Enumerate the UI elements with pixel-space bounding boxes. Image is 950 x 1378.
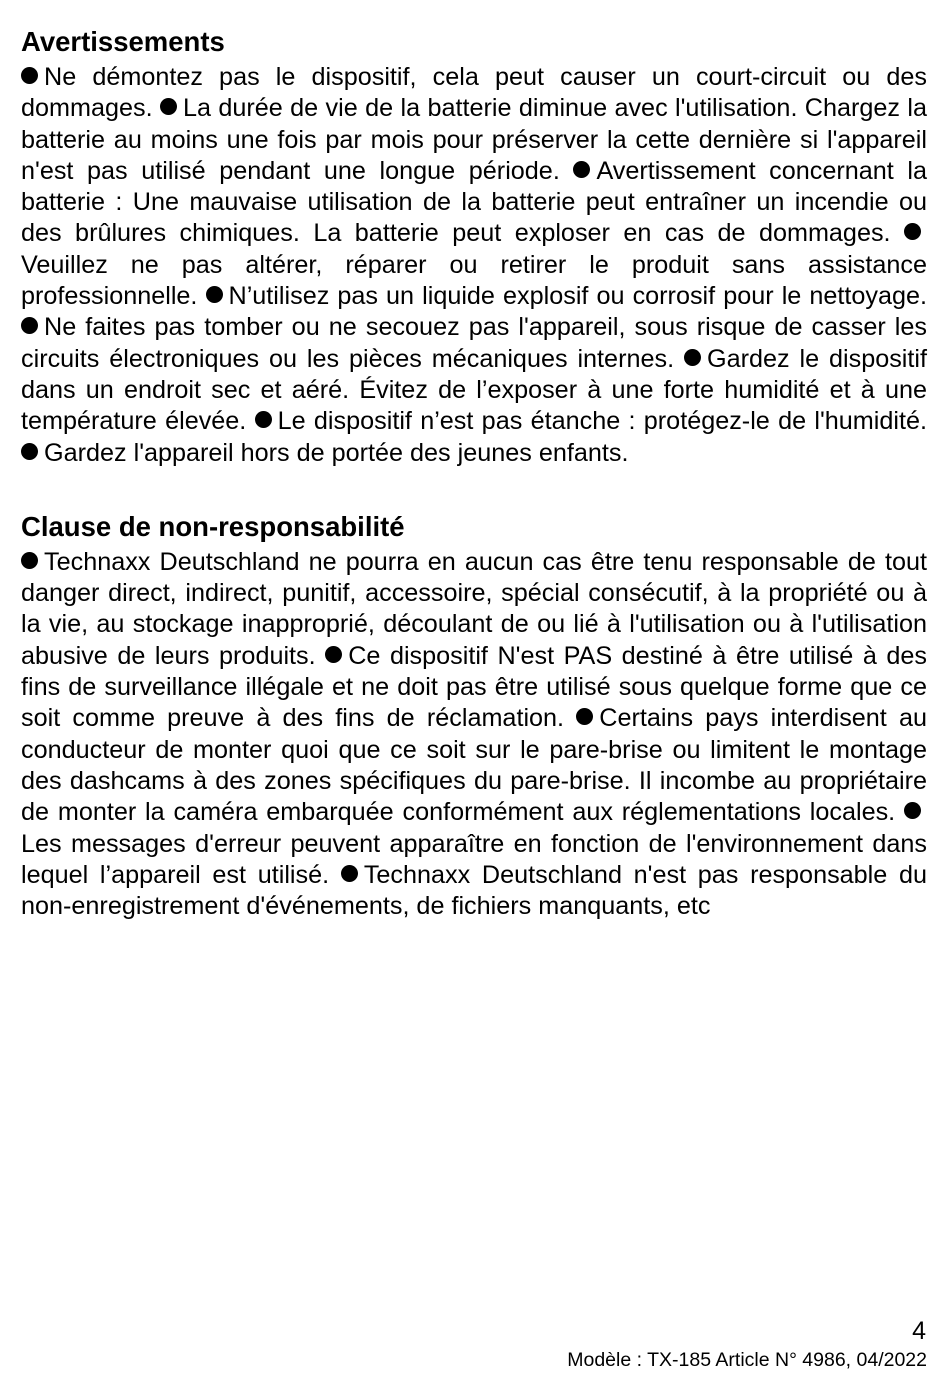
bullet-icon — [21, 552, 38, 569]
warning-text: Ne démontez pas le dispositif, cela peut causer un court-circuit ou des dommages. — [21, 63, 927, 123]
section-spacer — [21, 469, 927, 509]
bullet-icon — [206, 286, 223, 303]
disclaimer-section — [21, 509, 927, 923]
bullet-icon — [573, 161, 590, 178]
warning-text: Avertissement concernant la batterie : Une mauvaise utilisation de la batterie peut entraîner un incendie ou des brûlures chimiques. La batterie peut exploser en cas de dommages. — [21, 156, 928, 248]
bullet-icon — [21, 317, 38, 334]
model-footer: Modèle : TX-185 Article N° 4986, 04/2022 — [567, 1349, 927, 1371]
warnings-paragraph — [21, 62, 927, 469]
disclaimer-text: Technaxx Deutschland n'est pas responsable du non-enregistrement d'événements, de fichiers manquants, etc — [21, 860, 928, 921]
warning-text: La durée de vie de la batterie diminue avec l'utilisation. Chargez la batterie au moins une fois par mois pour préserver la cette dernière si l'appareil n'est pas utilisé pendant une longue période. — [21, 94, 927, 185]
document-page — [21, 24, 927, 922]
bullet-icon — [904, 802, 921, 819]
disclaimer-text: Certains pays interdisent au conducteur de monter quoi que ce soit sur le pare-brise ou limitent le montage des dashcams à des zones spécifiques du pare-brise. Il incombe au propriétaire de monter la caméra embarquée conformément aux réglementations locales. — [21, 704, 928, 827]
bullet-icon — [21, 443, 38, 460]
warning-item — [255, 407, 927, 435]
bullet-icon — [684, 349, 701, 366]
bullet-icon — [576, 708, 593, 725]
disclaimer-text: Technaxx Deutschland ne pourra en aucun cas être tenu responsable de tout danger direct, indirect, punitif, accessoire, spécial consécutif, à la propriété ou à la vie, au stockage inapproprié, découlant de ou lié à l'utilisation ou à l'utilisation abusive de leurs produits. — [21, 547, 927, 670]
warning-text: Le dispositif n’est pas étanche : protégez-le de l'humidité. — [277, 407, 927, 436]
bullet-icon — [160, 98, 177, 115]
disclaimer-paragraph — [21, 547, 927, 923]
warning-text: N’utilisez pas un liquide explosif ou corrosif pour le nettoyage. — [228, 282, 928, 311]
warning-item — [206, 282, 928, 310]
disclaimer-text: Ce dispositif N'est PAS destiné à être utilisé à des fins de surveillance illégale et ne doit pas être utilisé sous quelque forme que ce soit comme preuve à des fins de réclamation. — [21, 641, 928, 733]
bullet-icon — [255, 411, 272, 428]
warnings-section — [21, 24, 927, 469]
warnings-heading: Avertissements — [21, 26, 225, 57]
bullet-icon — [341, 865, 358, 882]
page-number: 4 — [912, 1317, 926, 1345]
disclaimer-text: Les messages d'erreur peuvent apparaître en fonction de l'environnement dans lequel l’appareil est utilisé. — [21, 829, 927, 889]
warning-item — [21, 439, 629, 467]
bullet-icon — [904, 223, 921, 240]
warning-text: Gardez le dispositif dans un endroit sec et aéré. Évitez de l’exposer à une forte humidité et à une température élevée. — [21, 344, 927, 436]
warning-text: Gardez l'appareil hors de portée des jeunes enfants. — [44, 438, 629, 467]
disclaimer-heading: Clause de non-responsabilité — [21, 510, 405, 542]
warning-text: Veuillez ne pas altérer, réparer ou retirer le produit sans assistance professionnelle. — [21, 250, 927, 311]
bullet-icon — [21, 67, 38, 84]
warning-text: Ne faites pas tomber ou ne secouez pas l'appareil, sous risque de casser les circuits électroniques ou les pièces mécaniques internes. — [21, 313, 927, 373]
bullet-icon — [325, 646, 342, 663]
